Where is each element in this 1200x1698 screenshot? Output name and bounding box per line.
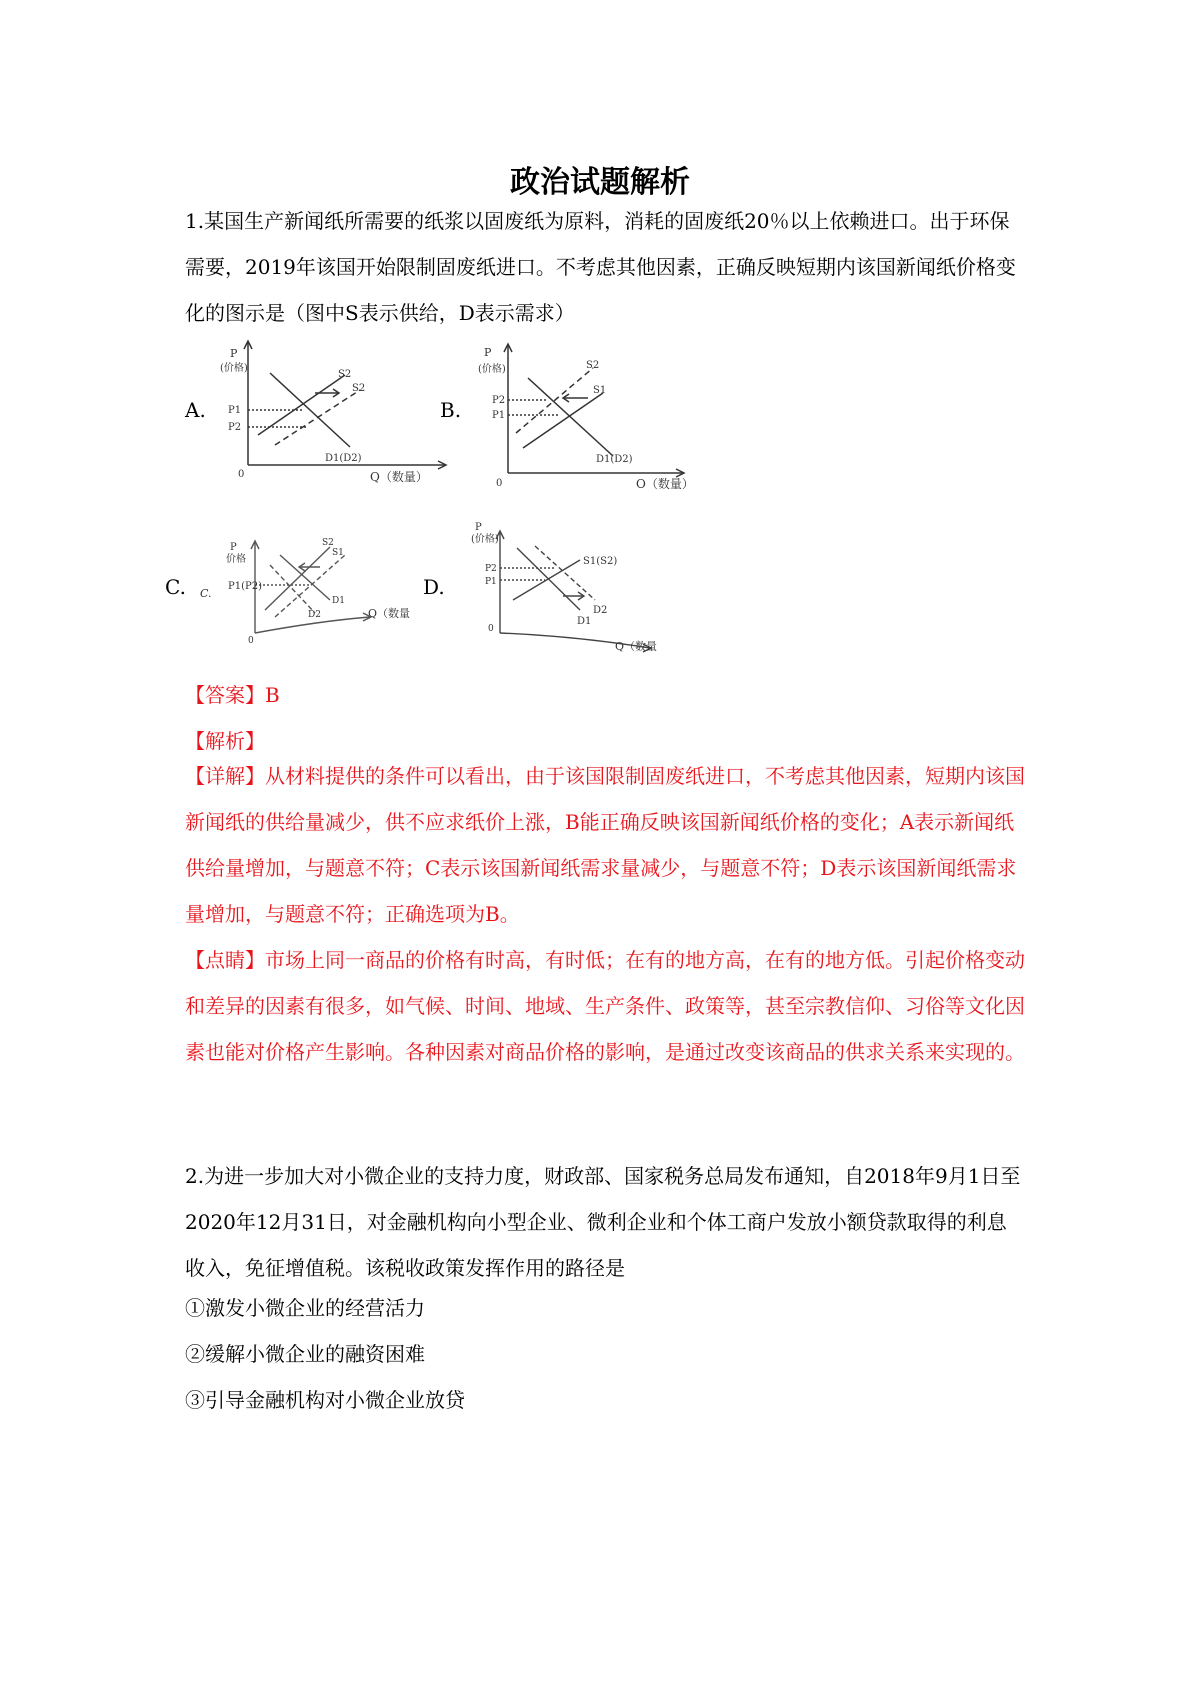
option-c-p-unit: 价格 <box>226 554 246 565</box>
option-b-q-label: O（数量） <box>636 477 694 491</box>
q2-item-1: ①激发小微企业的经营活力 <box>185 1296 425 1320</box>
option-d-origin: 0 <box>488 624 494 634</box>
option-d-q-label: Q（数量 <box>615 640 658 653</box>
option-a-supply-solid <box>258 375 345 435</box>
option-d-graph <box>455 518 695 668</box>
option-a-upper-price: P1 <box>228 405 242 416</box>
option-d-demand-dashed <box>535 546 595 600</box>
q1-tip: 【点睛】市场上同一商品的价格有时高，有时低；在有的地方高，在有的地方低。引起价格变动和差异的因素有很多，如气候、时间、地域、生产条件、政策等，甚至宗教信仰、习俗等文化因素也能对价格产生影响。各种因素对商品价格的影响，是通过改变该商品的供求关系来实现的。 <box>185 948 1025 1064</box>
option-d-s-label: S1(S2) <box>583 556 618 567</box>
q2-item-3: ③引导金融机构对小微企业放贷 <box>185 1388 465 1412</box>
option-c-p-label: P <box>230 542 237 553</box>
option-a-p-label: P <box>230 347 238 360</box>
option-d-label: D. <box>423 575 445 599</box>
option-a-graph <box>220 335 470 490</box>
option-c-demand-solid <box>280 555 330 600</box>
option-a-p-unit: (价格) <box>220 363 248 374</box>
option-a-label: A. <box>185 398 206 422</box>
q1-detail: 【详解】从材料提供的条件可以看出，由于该国限制固废纸进口，不考虑其他因素，短期内该国新闻纸的供给量减少，供不应求纸价上涨，B能正确反映该国新闻纸价格的变化；A表示新闻纸供给量增加，与题意不符；C表示该国新闻纸需求量减少，与题意不符；D表示该国新闻纸需求量增加，与题意不符；正确选项为B。 <box>185 764 1025 926</box>
option-c-origin: 0 <box>248 636 254 645</box>
option-a-q-label: Q（数量） <box>370 470 428 484</box>
option-c-supply-a <box>265 547 330 610</box>
option-b-supply-solid <box>523 393 603 448</box>
option-a-origin: 0 <box>238 469 245 480</box>
option-c-s-a-label: S2 <box>322 538 334 548</box>
q1-analysis-head: 【解析】 <box>185 729 265 753</box>
option-c-label: C. <box>165 575 186 599</box>
option-b-lower-price: P1 <box>492 410 506 421</box>
page-title: 政治试题解析 <box>510 165 690 200</box>
option-d-lower-price: P1 <box>485 577 497 587</box>
q2-item-2: ②缓解小微企业的融资困难 <box>185 1342 425 1366</box>
option-c-q-label: Q（数量 <box>368 607 411 620</box>
option-b-origin: 0 <box>496 478 503 489</box>
option-b-label: B. <box>440 398 462 422</box>
option-c-stray-label: C. <box>200 587 212 600</box>
option-a-s-dashed-label: S2 <box>352 383 366 394</box>
option-b-graph <box>478 338 718 493</box>
option-b-d-label: D1(D2) <box>596 454 633 465</box>
option-a-lower-price: P2 <box>228 422 242 433</box>
option-b-s-solid-label: S1 <box>593 385 607 396</box>
option-a-d-label: D1(D2) <box>325 453 362 464</box>
option-b-supply-dashed <box>516 368 593 433</box>
option-c-d-dashed-label: D2 <box>308 610 321 620</box>
option-c-s-b-label: S1 <box>332 548 344 558</box>
option-a-s-solid-label: S2 <box>338 369 352 380</box>
option-c-graph <box>200 525 430 645</box>
q1-stem: 1.某国生产新闻纸所需要的纸浆以固废纸为原料，消耗的固废纸20％以上依赖进口。出于环保需要，2019年该国开始限制固废纸进口。不考虑其他因素，正确反映短期内该国新闻纸价格变化的图示是（图中S表示供给，D表示需求） <box>185 209 1016 325</box>
option-d-upper-price: P2 <box>485 564 497 574</box>
q2-stem: 2.为进一步加大对小微企业的支持力度，财政部、国家税务总局发布通知，自2018年9月1日至2020年12月31日，对金融机构向小型企业、微利企业和个体工商户发放小额贷款取得的利息收入，免征增值税。该税收政策发挥作用的路径是 <box>185 1164 1021 1280</box>
option-c-d-solid-label: D1 <box>332 596 345 606</box>
option-b-s-dashed-label: S2 <box>586 360 600 371</box>
option-d-p-label: P <box>475 522 482 533</box>
option-c-price-label: P1(P2) <box>228 581 262 592</box>
option-b-upper-price: P2 <box>492 395 506 406</box>
option-b-p-unit: (价格) <box>478 364 506 375</box>
q1-answer: 【答案】B <box>185 683 280 707</box>
option-c-demand-dashed <box>270 565 315 613</box>
option-d-p-unit: (价格) <box>471 534 499 545</box>
option-d-d-solid-label: D1 <box>577 616 592 627</box>
option-d-d-dashed-label: D2 <box>593 605 608 616</box>
option-d-supply <box>513 560 580 600</box>
option-b-p-label: P <box>484 346 492 359</box>
